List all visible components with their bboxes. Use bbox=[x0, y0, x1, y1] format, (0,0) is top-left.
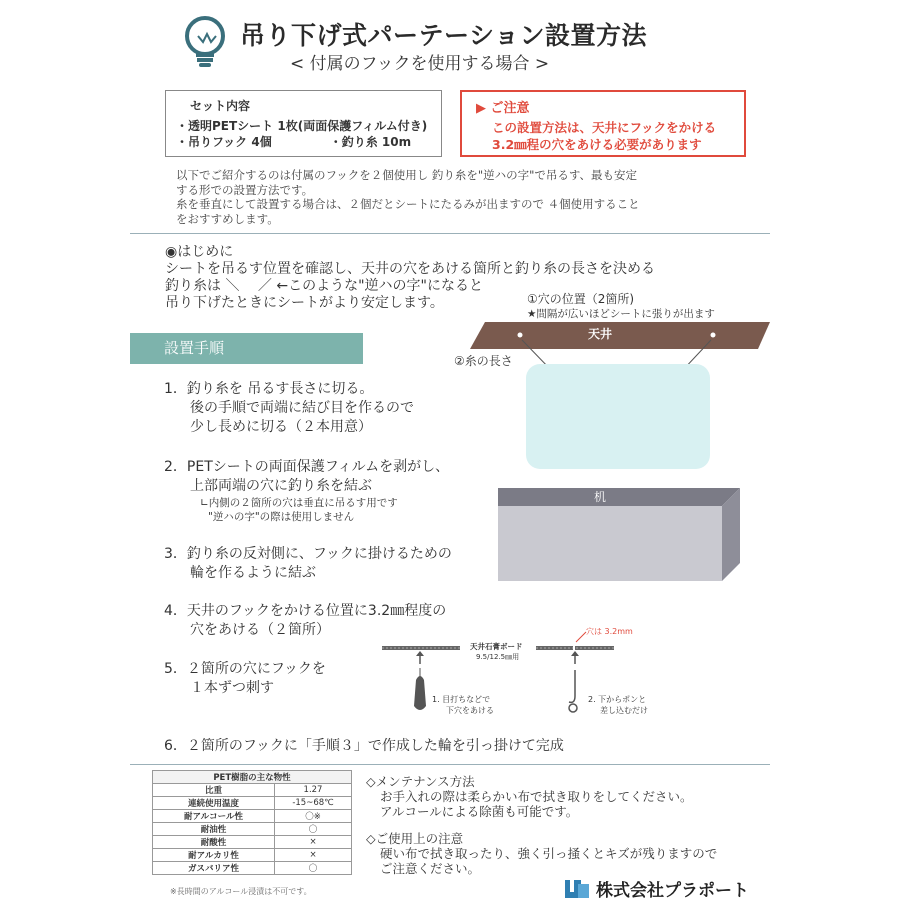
step-1-title: 1．釣り糸を 吊るす長さに切る。 bbox=[164, 381, 374, 397]
step-2 bbox=[164, 458, 449, 524]
ceiling-bar bbox=[470, 322, 770, 349]
caution-box bbox=[460, 90, 746, 157]
step-2-line-2: 上部両端の穴に釣り糸を結ぶ bbox=[190, 478, 372, 494]
company-name: 株式会社プラポート bbox=[596, 881, 749, 900]
desk-top bbox=[498, 488, 740, 506]
hook-step-1-b: 下穴をあける bbox=[446, 706, 494, 715]
table-row: 耐アルコール性 〇※ bbox=[153, 810, 352, 823]
usage-line-1: 硬い布で拭き取ったり、強く引っ掻くとキズが残りますので bbox=[380, 846, 718, 861]
table-row: 連続使用温度 -15~68℃ bbox=[153, 797, 352, 810]
hajime-line-1: シートを吊るす位置を確認し、天井の穴をあける箇所と釣り糸の長さを決める bbox=[165, 261, 655, 277]
hook-step-1-a: 1. 目打ちなどで bbox=[432, 695, 491, 704]
maintenance-section bbox=[366, 774, 717, 876]
set-item-string: ・釣り糸 10m bbox=[329, 135, 412, 149]
properties-note: ※長時間のアルコール浸漬は不可です。 bbox=[170, 887, 312, 896]
caution-line-1: この設置方法は、天井にフックをかける bbox=[492, 120, 717, 135]
maintenance-title: ◇メンテナンス方法 bbox=[366, 774, 475, 789]
board-size: 9.5/12.5㎜用 bbox=[476, 653, 520, 661]
board-label: 天井石膏ボード bbox=[470, 642, 523, 651]
hook-step-2-a: 2. 下からポンと bbox=[588, 695, 647, 704]
step-3 bbox=[164, 545, 452, 583]
step-2-note-2: "逆ハの字"の際は使用しません bbox=[208, 511, 355, 523]
usage-title: ◇ご使用上の注意 bbox=[366, 831, 464, 846]
step-1 bbox=[164, 380, 414, 437]
hajime-line-3: 吊り下げたときにシートがより安定します。 bbox=[165, 295, 444, 311]
awl-icon bbox=[414, 676, 426, 710]
caution-title: ▶ ご注意 bbox=[476, 101, 530, 116]
step-6-title: 6．２箇所のフックに「手順３」で作成した輪を引っ掛けて完成 bbox=[164, 738, 564, 754]
lightbulb-icon bbox=[183, 14, 227, 72]
step-6 bbox=[164, 737, 564, 756]
desk-label: 机 bbox=[594, 490, 607, 504]
divider-bottom bbox=[130, 764, 770, 765]
hole-size-label: 穴は 3.2mm bbox=[586, 627, 633, 636]
maintenance-line-2: アルコールによる除菌も可能です。 bbox=[380, 804, 579, 819]
step-3-line-2: 輪を作るように結ぶ bbox=[190, 565, 316, 581]
ceiling-label: 天井 bbox=[588, 327, 613, 341]
set-item-hooks-line bbox=[176, 134, 431, 150]
set-contents-title: セット内容 bbox=[190, 99, 251, 113]
step-5-title: 5．２箇所の穴にフックを bbox=[164, 661, 326, 677]
set-item-sheet: ・透明PETシート 1枚(両面保護フィルム付き) bbox=[176, 119, 428, 133]
hajime-title: ◉はじめに bbox=[165, 244, 234, 260]
step-2-note-1: ∟内側の２箇所の穴は垂直に吊るす用です bbox=[200, 497, 398, 509]
hole-position-label: ①穴の位置（2箇所) bbox=[527, 292, 635, 306]
intro-line-4: をおすすめします。 bbox=[176, 211, 279, 226]
hajime-line-2: 釣り糸は ＼ ／ ←このような"逆ハの字"になると bbox=[165, 278, 483, 294]
usage-line-2: ご注意ください。 bbox=[380, 861, 481, 876]
step-5 bbox=[164, 660, 326, 698]
table-row: 耐油性 〇 bbox=[153, 823, 352, 836]
ceiling-hole-right bbox=[711, 333, 716, 338]
intro-text bbox=[176, 168, 640, 226]
praport-logo-icon bbox=[564, 878, 590, 900]
intro-line-3: 糸を垂直にして設置する場合は、２個だとシートにたるみが出ますので ４個使用すること bbox=[176, 197, 640, 211]
set-item-hooks: ・吊りフック 4個 bbox=[176, 135, 272, 149]
caution-line-2: 3.2㎜程の穴をあける必要があります bbox=[492, 137, 702, 152]
ceiling-hole-left bbox=[518, 333, 523, 338]
page-subtitle: < 付属のフックを使用する場合 > bbox=[290, 54, 550, 74]
table-row: ガスバリア性 〇 bbox=[153, 862, 352, 875]
desk-front bbox=[498, 506, 722, 581]
table-row: 比重 1.27 bbox=[153, 784, 352, 797]
step-4-line-2: 穴をあける（２箇所） bbox=[190, 622, 330, 638]
step-3-title: 3．釣り糸の反対側に、フックに掛けるための bbox=[164, 546, 452, 562]
intro-line-1: 以下でご紹介するのは付属のフックを２個使用し 釣り糸を"逆ハの字"で吊るす、最も安定 bbox=[176, 168, 638, 182]
string-length-label: ②糸の長さ bbox=[454, 354, 513, 368]
hole-position-note: ★間隔が広いほどシートに張りが出ます bbox=[527, 308, 715, 320]
pet-sheet bbox=[526, 364, 710, 469]
maintenance-line-1: お手入れの際は柔らかい布で拭き取りをしてください。 bbox=[380, 789, 693, 804]
step-1-line-3: 少し長めに切る（２本用意） bbox=[190, 419, 372, 435]
set-contents-box bbox=[165, 90, 442, 157]
page-title: 吊り下げ式パーテーション設置方法 bbox=[240, 21, 648, 50]
step-2-title: 2．PETシートの両面保護フィルムを剥がし、 bbox=[164, 459, 450, 475]
board-left bbox=[382, 646, 460, 650]
properties-title: PET樹脂の主な物性 bbox=[153, 771, 352, 784]
pet-properties-table bbox=[152, 770, 352, 875]
hook-icon bbox=[569, 670, 575, 702]
step-1-line-2: 後の手順で両端に結び目を作るので bbox=[190, 400, 414, 416]
steps-header: 設置手順 bbox=[130, 333, 363, 364]
step-5-line-2: １本ずつ刺す bbox=[190, 680, 274, 696]
table-row: 耐酸性 × bbox=[153, 836, 352, 849]
divider-top bbox=[130, 233, 770, 234]
intro-line-2: する形での設置方法です。 bbox=[176, 182, 314, 197]
table-row: 耐アルカリ性 × bbox=[153, 849, 352, 862]
step-4-title: 4．天井のフックをかける位置に3.2㎜程度の bbox=[164, 603, 447, 619]
hook-step-2-b: 差し込むだけ bbox=[600, 706, 648, 715]
company-footer bbox=[564, 876, 749, 900]
